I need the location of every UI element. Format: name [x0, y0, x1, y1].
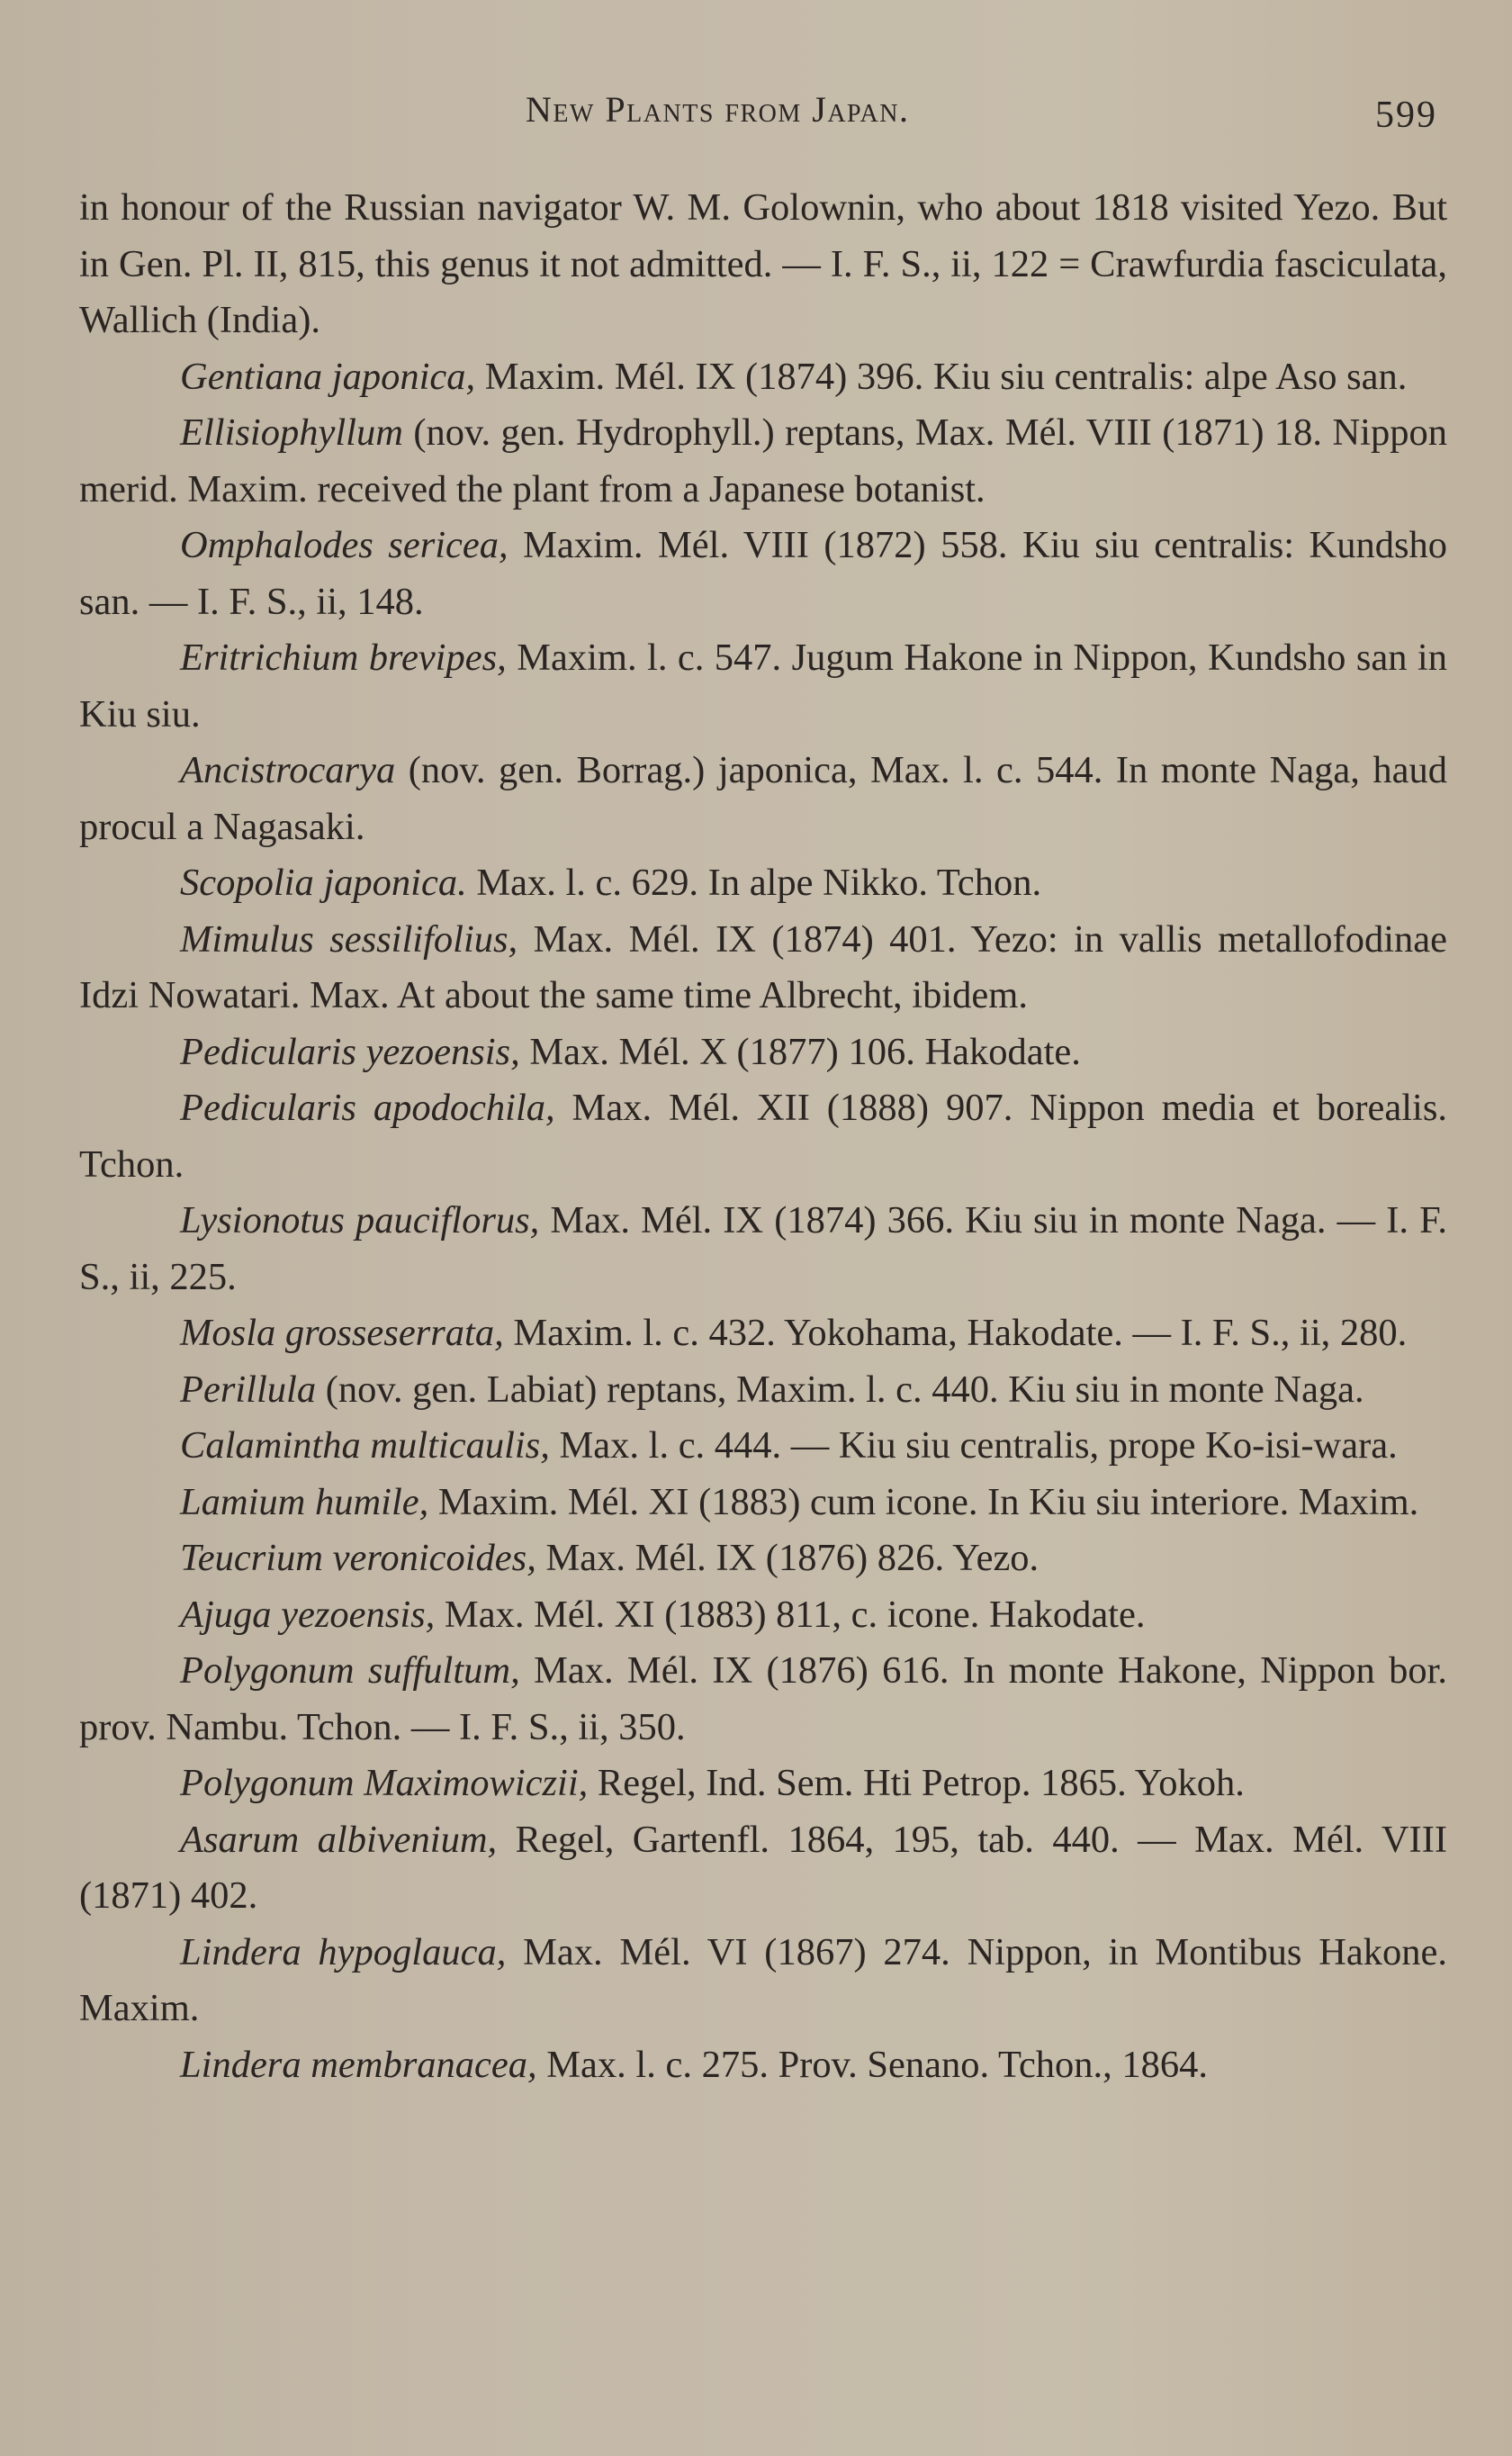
body-text	[79, 180, 1447, 2093]
species-name: Polygonum Maximowiczii,	[180, 1762, 589, 1804]
species-name: Mosla grosseserrata,	[180, 1312, 504, 1354]
species-name: Asarum albivenium,	[180, 1818, 498, 1861]
paragraph-text: Max. l. c. 629. In alpe Nikko. Tchon.	[466, 862, 1042, 904]
species-name: Eritrichium brevipes,	[180, 637, 507, 679]
paragraph	[79, 1475, 1447, 1531]
paragraph	[79, 1587, 1447, 1644]
paragraph-text: (nov. gen. Hydrophyll.) reptans, Max. Mél. VIII (1871) 18. Nippon merid. Maxim. received the plant from a Japanese botanist.	[79, 411, 1447, 510]
paragraph	[79, 912, 1447, 1025]
species-name: Ajuga yezoensis,	[180, 1593, 436, 1636]
paragraph	[79, 1812, 1447, 1925]
paragraph-text: (nov. gen. Borrag.) japonica, Max. l. c. 544. In monte Naga, haud procul a Nagasaki.	[79, 749, 1447, 848]
running-title: New Plants from Japan.	[526, 89, 910, 130]
paragraph	[79, 1756, 1447, 1812]
species-name: Mimulus sessilifolius,	[180, 917, 518, 961]
paragraph-text: Maxim. Mél. VIII (1872) 558. Kiu siu centralis: Kundsho san. — I. F. S., ii, 148.	[79, 524, 1447, 623]
paragraph-text: Max. Mél. XII (1888) 907. Nippon media et borealis. Tchon.	[79, 1087, 1447, 1186]
species-name: Lindera membranacea,	[180, 2043, 537, 2086]
species-name: Scopolia japonica.	[180, 862, 467, 904]
paragraph	[79, 1080, 1447, 1193]
paragraph-text: Max. l. c. 444. — Kiu siu centralis, prope Ko-isi-wara.	[549, 1424, 1398, 1467]
species-name: Omphalodes sericea,	[180, 524, 508, 566]
species-name: Pedicularis apodochila,	[180, 1087, 555, 1129]
paragraph-text: Maxim. Mél. XI (1883) cum icone. In Kiu siu interiore. Maxim.	[428, 1480, 1419, 1523]
paragraph-text: Max. Mél. IX (1876) 826. Yezo.	[536, 1537, 1040, 1579]
paragraph	[79, 630, 1447, 743]
paragraph	[79, 1362, 1447, 1419]
paragraph	[79, 1305, 1447, 1362]
paragraph-text: Maxim. l. c. 432. Yokohama, Hakodate. — I. F. S., ii, 280.	[503, 1312, 1408, 1354]
species-name: Lindera hypoglauca,	[180, 1930, 507, 1973]
species-name: Pedicularis yezoensis,	[180, 1030, 520, 1073]
page-number: 599	[1375, 95, 1437, 136]
paragraph	[79, 1418, 1447, 1475]
species-name: Teucrium veronicoides,	[180, 1537, 536, 1579]
paragraph-text: Max. Mél. XI (1883) 811, c. icone. Hakodate.	[435, 1593, 1146, 1636]
species-name: Gentiana japonica,	[180, 355, 476, 398]
paragraph	[79, 1643, 1447, 1756]
species-name: Perillula	[180, 1368, 317, 1411]
paragraph-text: Regel, Gartenfl. 1864, 195, tab. 440. — Max. Mél. VIII (1871) 402.	[79, 1818, 1448, 1917]
paragraph	[79, 2037, 1447, 2094]
paragraph	[79, 518, 1447, 630]
species-name: Lysionotus pauciflorus,	[180, 1199, 540, 1242]
paragraph-text: in honour of the Russian navigator W. M. Golownin, who about 1818 visited Yezo. But in Gen. Pl. II, 815, this genus it not admitted. — I. F. S., ii, 122 = Crawfurdia fasciculata, Wallich (India).	[79, 186, 1447, 341]
paragraph	[79, 855, 1447, 912]
paragraph-text: (nov. gen. Labiat) reptans, Maxim. l. c. 440. Kiu siu in monte Naga.	[316, 1368, 1364, 1411]
species-name: Ellisiophyllum	[180, 411, 403, 454]
paragraph-text: Max. Mél. X (1877) 106. Hakodate.	[519, 1030, 1081, 1073]
paragraph	[79, 1530, 1447, 1587]
paragraph	[79, 180, 1447, 349]
page-header	[0, 88, 1512, 142]
paragraph-text: Max. Mél. IX (1874) 401. Yezo: in vallis metallofodinae Idzi Nowatari. Max. At about the same time Albrecht, ibidem.	[79, 917, 1447, 1016]
paragraph-text: Max. Mél. IX (1874) 366. Kiu siu in monte Naga. — I. F. S., ii, 225.	[79, 1199, 1447, 1298]
paragraph	[79, 1925, 1447, 2037]
species-name: Polygonum suffultum,	[180, 1649, 520, 1692]
paragraph-text: Maxim. l. c. 547. Jugum Hakone in Nippon, Kundsho san in Kiu siu.	[79, 637, 1447, 736]
paragraph-text: Max. Mél. VI (1867) 274. Nippon, in Montibus Hakone. Maxim.	[79, 1930, 1447, 2029]
species-name: Lamium humile,	[180, 1480, 429, 1523]
paragraph	[79, 1193, 1447, 1305]
paragraph-text: Max. Mél. IX (1876) 616. In monte Hakone, Nippon bor. prov. Nambu. Tchon. — I. F. S., ii, 350.	[79, 1649, 1448, 1748]
paragraph	[79, 1025, 1447, 1081]
species-name: Ancistrocarya	[180, 749, 396, 791]
paragraph-text: Maxim. Mél. IX (1874) 396. Kiu siu centralis: alpe Aso san.	[475, 355, 1408, 398]
paragraph-text: Max. l. c. 275. Prov. Senano. Tchon., 1864.	[536, 2043, 1209, 2086]
species-name: Calamintha multicaulis,	[180, 1424, 550, 1467]
paragraph	[79, 743, 1447, 855]
paragraph	[79, 405, 1447, 518]
paragraph-text: Regel, Ind. Sem. Hti Petrop. 1865. Yokoh.	[588, 1762, 1245, 1804]
paragraph	[79, 349, 1447, 406]
